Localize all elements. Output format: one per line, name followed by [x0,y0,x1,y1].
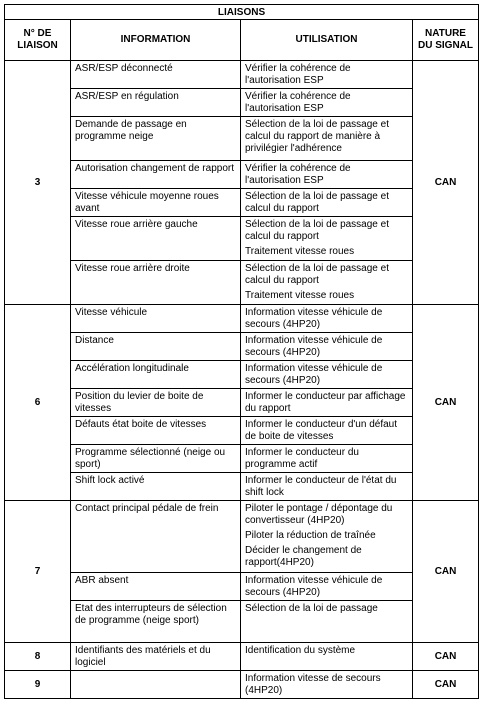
utilisation-line: Informer le conducteur par affichage du rapport [245,391,406,414]
header-utilisation: UTILISATION [241,20,413,61]
signal-nature: CAN [413,643,479,671]
information-cell: Identifiants des matériels et du logiciel [71,643,241,671]
table-row [5,361,479,389]
liaison-number: 3 [5,61,71,305]
liaisons-table [4,4,479,699]
utilisation-line: Traitement vitesse roues [245,290,355,301]
table-row [5,473,479,501]
utilisation-line: Information vitesse véhicule de secours (4HP20) [245,363,383,386]
header-nature-signal: NATURE DU SIGNAL [413,20,479,61]
table-row [5,445,479,473]
utilisation-line: Information vitesse véhicule de secours (4HP20) [245,307,383,330]
table-row [5,261,479,305]
information-cell: Contact principal pédale de frein [71,501,241,573]
information-cell [71,671,241,699]
utilisation-cell [241,89,413,117]
information-cell: Demande de passage en programme neige [71,117,241,161]
utilisation-cell [241,671,413,699]
table-body [5,61,479,699]
utilisation-cell [241,389,413,417]
utilisation-line: Informer le conducteur de l'état du shift lock [245,475,397,498]
table-row [5,417,479,445]
information-cell: Vitesse roue arrière gauche [71,217,241,261]
utilisation-line: Sélection de la loi de passage et calcul du rapport [245,219,389,242]
information-cell: Distance [71,333,241,361]
information-cell: Accélération longitudinale [71,361,241,389]
table-title: LIAISONS [5,5,479,20]
utilisation-line: Décider le changement de rapport(4HP20) [245,545,362,568]
utilisation-cell [241,417,413,445]
utilisation-line: Information vitesse véhicule de secours (4HP20) [245,575,383,598]
utilisation-cell [241,643,413,671]
utilisation-cell [241,61,413,89]
liaison-number: 8 [5,643,71,671]
signal-nature: CAN [413,305,479,501]
utilisation-line: Vérifier la cohérence de l'autorisation ESP [245,63,351,86]
utilisation-line: Information vitesse véhicule de secours (4HP20) [245,335,383,358]
utilisation-line: Sélection de la loi de passage et calcul du rapport [245,191,389,214]
table-row [5,643,479,671]
signal-nature: CAN [413,61,479,305]
liaison-number: 7 [5,501,71,643]
signal-nature: CAN [413,501,479,643]
utilisation-line: Piloter la réduction de traînée [245,530,376,541]
table-row [5,333,479,361]
utilisation-cell [241,261,413,305]
utilisation-line: Traitement vitesse roues [245,246,355,257]
table-row [5,501,479,573]
information-cell: ASR/ESP en régulation [71,89,241,117]
utilisation-line: Piloter le pontage / dépontage du convertisseur (4HP20) [245,503,393,526]
utilisation-line: Information vitesse de secours (4HP20) [245,673,381,696]
table-row [5,89,479,117]
information-cell: Autorisation changement de rapport [71,161,241,189]
utilisation-line: Vérifier la cohérence de l'autorisation ESP [245,163,351,186]
information-cell: ASR/ESP déconnecté [71,61,241,89]
information-cell: Position du levier de boite de vitesses [71,389,241,417]
utilisation-cell [241,217,413,261]
utilisation-cell [241,189,413,217]
table-row [5,217,479,261]
information-cell: ABR absent [71,573,241,601]
utilisation-cell [241,333,413,361]
utilisation-line: Sélection de la loi de passage [245,603,378,614]
table-row [5,601,479,643]
liaison-number: 6 [5,305,71,501]
header-num-liaison: N° DE LIAISON [5,20,71,61]
signal-nature: CAN [413,671,479,699]
table-row [5,189,479,217]
information-cell: Programme sélectionné (neige ou sport) [71,445,241,473]
table-row [5,389,479,417]
utilisation-line: Sélection de la loi de passage et calcul du rapport de manière à privilégier l'adhérence [245,119,389,154]
liaisons-sheet [4,4,478,699]
header-information: INFORMATION [71,20,241,61]
table-row [5,671,479,699]
liaison-number: 9 [5,671,71,699]
utilisation-line: Informer le conducteur d'un défaut de boite de vitesses [245,419,398,442]
utilisation-cell [241,501,413,573]
utilisation-cell [241,601,413,643]
table-row [5,117,479,161]
utilisation-cell [241,361,413,389]
information-cell: Etat des interrupteurs de sélection de programme (neige sport) [71,601,241,643]
information-cell: Vitesse véhicule [71,305,241,333]
table-row [5,161,479,189]
utilisation-line: Identification du système [245,645,356,656]
utilisation-cell [241,573,413,601]
table-row [5,305,479,333]
information-cell: Vitesse roue arrière droite [71,261,241,305]
information-cell: Défauts état boite de vitesses [71,417,241,445]
utilisation-line: Sélection de la loi de passage et calcul du rapport [245,263,389,286]
utilisation-cell [241,117,413,161]
table-row [5,61,479,89]
information-cell: Vitesse véhicule moyenne roues avant [71,189,241,217]
utilisation-cell [241,305,413,333]
utilisation-line: Vérifier la cohérence de l'autorisation ESP [245,91,351,114]
utilisation-cell [241,473,413,501]
utilisation-cell [241,445,413,473]
information-cell: Shift lock activé [71,473,241,501]
utilisation-line: Informer le conducteur du programme actif [245,447,359,470]
utilisation-cell [241,161,413,189]
table-row [5,573,479,601]
